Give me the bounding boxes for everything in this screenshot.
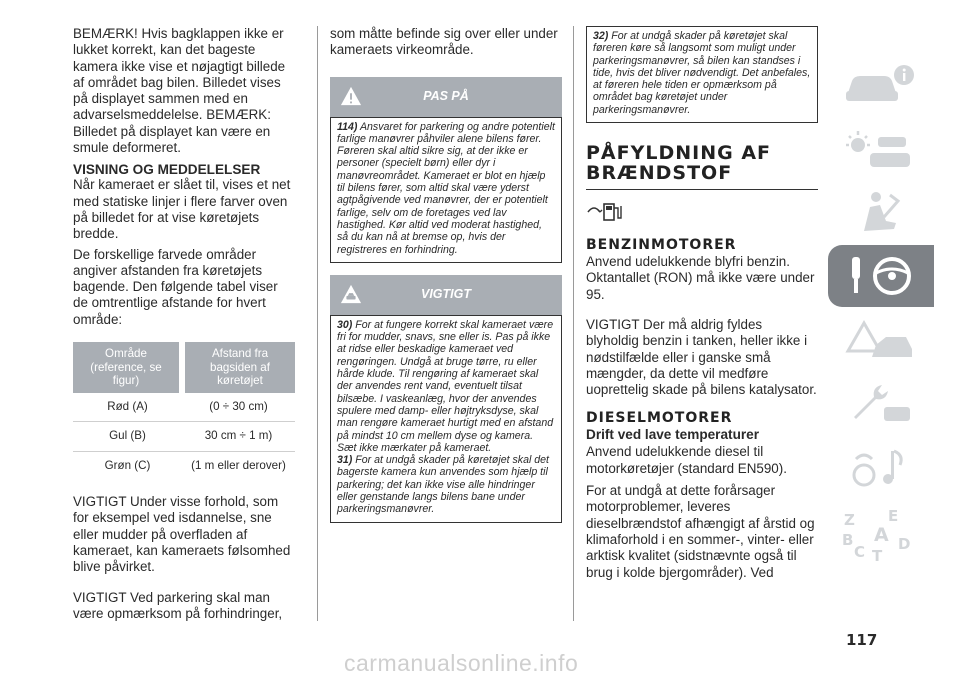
note-number: 31)	[337, 454, 353, 467]
important-header	[330, 275, 562, 315]
svg-text:E: E	[888, 507, 899, 525]
table-cell: 30 cm ÷ 1 m)	[182, 422, 295, 452]
chapter-title	[586, 143, 818, 183]
svg-text:Z: Z	[844, 511, 855, 529]
car-info-icon	[840, 59, 920, 109]
column-middle	[330, 26, 562, 535]
tab-safety[interactable]	[828, 181, 934, 243]
divider	[586, 189, 818, 190]
paragraph: Anvend udelukkende blyfri benzin. Oktantallet (RON) må ikke være under 95.	[586, 254, 815, 302]
table-cell: Rød (A)	[73, 393, 182, 422]
dashboard-lights-icon	[840, 123, 920, 173]
alphabet-index-icon	[840, 507, 920, 561]
warning-text: Ansvaret for parkering og andre potentielt farlige manøvrer påhviler alene bilens fører. Føreren skal altid sikre sig, at der ikke er personer (specielt børn) eller dyr i manøvreområdet. Kameraet er blot en hjælp til bilens fører, som altid skal være yderst agtpågivende ved manøvrer, der er potentielt farlige, selv om de foretages ved lav hastighed. Kør altid ved moderat hastighed, så du kan nå at bremse op, hvis der registreres en forhindring.	[337, 120, 555, 256]
paragraph: VIGTIGT Der må aldrig fyldes blyholdig benzin i tanken, heller ikke i nødstilfælde eller i ganske små mængder, da dette vil medføre uoprettelig skade på bilens katalysator.	[586, 316, 817, 398]
watermark-text: carmanualsonline.info	[344, 650, 579, 676]
table-row	[73, 451, 295, 480]
subsection-title: Drift ved lave temperaturer	[586, 427, 760, 443]
section-title: BENZINMOTORER	[586, 237, 737, 254]
svg-text:T: T	[872, 547, 883, 561]
important-box	[330, 315, 562, 523]
tab-dashboard-lights[interactable]	[828, 117, 934, 179]
paragraph: De forskellige farvede områder angiver afstanden fra køretøjets bagende. Den følgende tabel viser de omtrentlige afstande for hvert område:	[73, 246, 278, 327]
tab-multimedia[interactable]	[828, 437, 934, 499]
media-music-icon	[840, 443, 920, 493]
column-right	[586, 26, 818, 587]
section-title: DIESELMOTORER	[586, 410, 733, 427]
column-divider	[317, 26, 318, 621]
tab-index[interactable]	[828, 501, 934, 563]
warning-header	[330, 77, 562, 117]
page-number: 117	[846, 631, 878, 649]
fuel-pump-icon	[586, 200, 630, 222]
paragraph: For at undgå at dette forårsager motorproblemer, leveres dieselbrændstof afhængigt af årstid og klimaforhold i en sommer-, vinter- eller arktisk kvalitet (sidstnævnte også til brug i kolde bjergområder). Ved	[586, 483, 815, 580]
important-title: VIGTIGT	[421, 286, 471, 301]
safety-airbag-icon	[840, 187, 920, 237]
table-cell: Gul (B)	[73, 422, 182, 452]
table-cell: (0 ÷ 30 cm)	[182, 393, 295, 422]
warning-triangle-icon	[840, 315, 920, 365]
paragraph: VIGTIGT Ved parkering skal man være opmærksom på forhindringer,	[73, 589, 283, 621]
paragraph: som måtte befinde sig over eller under kameraets virkeområde.	[330, 26, 558, 58]
table-header: Afstand fra bagsiden af køretøjet	[182, 342, 295, 393]
table-header: Område (reference, se figur)	[73, 342, 182, 393]
column-divider	[573, 26, 574, 621]
svg-text:D: D	[898, 535, 911, 553]
chapter-title-line: BRÆNDSTOF	[586, 162, 733, 185]
column-left	[73, 26, 295, 628]
distance-table	[73, 342, 295, 480]
table-row	[73, 393, 295, 422]
note-text: For at undgå skader på køretøjet skal føreren køre så langsomt som muligt under parkeringsmanøvrer, så bilen kan standses i tide, hvis det bliver nødvendigt. Det anbefales, at føreren hele tiden er opmærksom på området bag køretøjet under parkeringsmanøvrer.	[593, 30, 811, 116]
paragraph: Når kameraet er slået til, vises et net med statiske linjer i flere farver oven på billedet for at vise køretøjets bredde.	[73, 177, 291, 242]
section-heading: VISNING OG MEDDELELSER	[73, 162, 261, 178]
service-wrench-icon	[840, 379, 920, 429]
paragraph: Anvend udelukkende diesel til motorkøretøjer (standard EN590).	[586, 444, 787, 476]
note-number: 32)	[593, 30, 609, 42]
table-row	[73, 422, 295, 452]
warning-title: PAS PÅ	[423, 88, 469, 103]
chapter-sidebar	[828, 53, 934, 565]
steering-wheel-key-icon	[840, 251, 920, 301]
table-cell: Grøn (C)	[104, 458, 151, 472]
tab-starting-driving[interactable]	[828, 245, 934, 307]
table-cell: (1 m eller derover)	[191, 458, 286, 472]
paragraph: BEMÆRK! Hvis bagklappen ikke er lukket korrekt, kan det bageste kamera ikke vise et nøjagtigt billede af området bag bilen. Billedet vises på displayet sammen med en advarselsmeddelelse. BEMÆRK: Billedet på displayet kan være en smule deformeret.	[73, 26, 286, 156]
chapter-title-line: PÅFYLDNING AF	[586, 142, 772, 165]
paragraph: VIGTIGT Under visse forhold, som for eksempel ved isdannelse, sne eller mudder på overfladen af kameraet, kan kameraets følsomhed blive påvirket.	[73, 494, 291, 575]
important-text: For at fungere korrekt skal kameraet være fri for mudder, snavs, sne eller is. Pas på ikke at ridse eller beskadige kameraet ved rengøringen. Undgå at bruge tørre, ru eller hårde klude. Til rengøring af kameraet skal der anvendes rent vand, eventuelt tilsat bilsæbe. I vaskeanlæg, hvor der anvendes spulere med damp- eller højtryksdyse, skal man rengøre kameraet hurtigt med en afstand på mindst 10 cm mellem dyse og kamera. Sæt ikke mærkater på kameraet.	[337, 318, 554, 454]
svg-text:C: C	[854, 543, 866, 561]
important-text: For at undgå skader på køretøjet skal det bagerste kamera kun anvendes som hjælp til parkering; det kan ikke vise alle hindringer eller genstande langs bilens bane under parkeringsmanøvrer.	[337, 454, 549, 516]
tab-car-info[interactable]	[828, 53, 934, 115]
svg-text:A: A	[874, 524, 889, 546]
tab-service[interactable]	[828, 373, 934, 435]
note-number: 114)	[337, 120, 358, 133]
svg-text:B: B	[842, 531, 854, 549]
note-box	[586, 26, 818, 123]
warning-box	[330, 117, 562, 263]
tab-emergency[interactable]	[828, 309, 934, 371]
note-number: 30)	[337, 318, 353, 331]
